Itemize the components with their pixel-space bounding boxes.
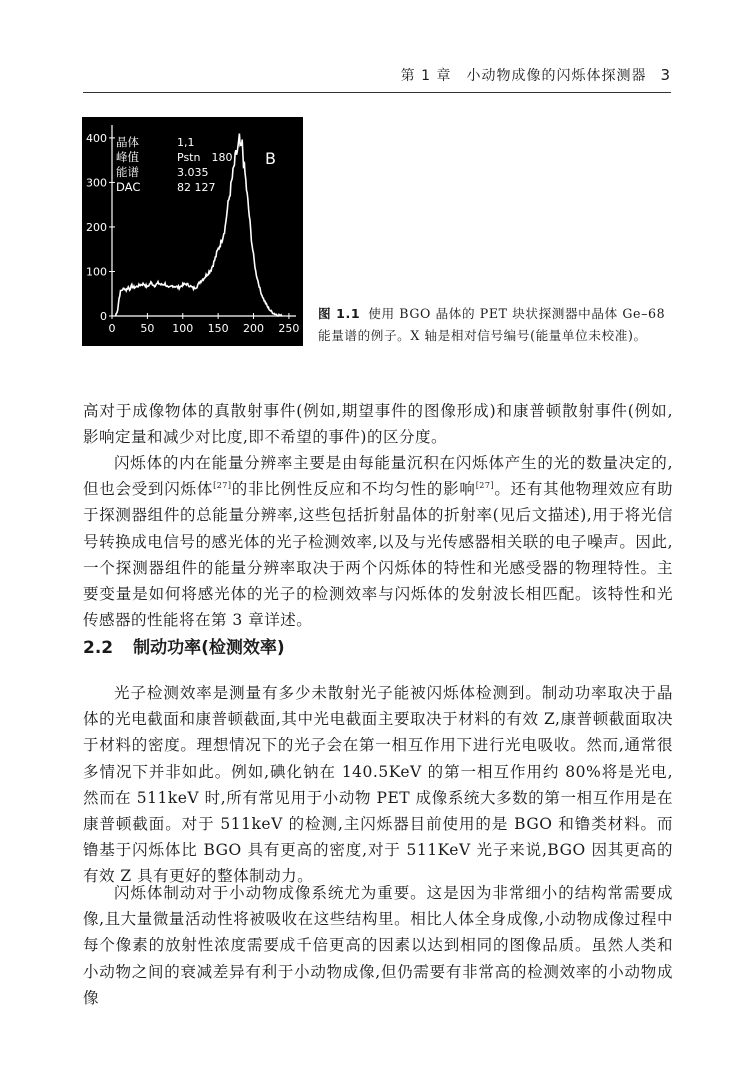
y-tick-label: 100: [86, 265, 107, 279]
info-value: 1,1: [177, 136, 195, 149]
x-tick-label: 50: [140, 322, 155, 335]
citation-27b: [27]: [475, 481, 495, 491]
info-value: Pstn 180: [177, 151, 233, 164]
x-tick-label: 150: [207, 322, 229, 335]
paragraph-3: 光子检测效率是测量有多少未散射光子能被闪烁体检测到。制动功率取决于晶体的光电截面和康普顿截面,其中光电截面主要取决于材料的有效 Z,康普顿截面取决于材料的密度。理想情况下的光子会在第一相互作用下进行光电吸收。然而,通常很多情况下并非如此。例如,碘化钠在 140.5KeV 的第一相互作用约 80%将是光电,然而在 511keV 时,所有常见用于小动物 PET 成像系统大多数的第一相互作用是在康普顿截面。对于 511keV 的检测,主闪烁器目前使用的是 BGO 和镥类材料。而镥基于闪烁体比 BGO 具有更高的密度,对于 511KeV 光子来说,BGO 因其更高的有效 Z 具有更好的整体制动力。: [83, 684, 673, 886]
chapter-title: 第 1 章 小动物成像的闪烁体探测器: [400, 68, 647, 84]
y-tick-label: 0: [100, 310, 107, 323]
y-tick-label: 300: [86, 176, 107, 190]
section-heading: [83, 633, 673, 663]
citation-27a: [27]: [213, 481, 232, 491]
paragraph-1: 高对于成像物体的真散射事件(例如,期望事件的图像形成)和康普顿散射事件(例如,影响定量和减少对比度,即不希望的事件)的区分度。: [83, 402, 673, 447]
section-title: 制动功率(检测效率): [133, 638, 285, 658]
spectrum-figure: [82, 117, 303, 346]
paragraph-2-text-c: 。还有其他物理效应有助于探测器组件的总能量分辨率,这些包括折射晶体的折射率(见后文描述),用于将光信号转换成电信号的感光体的光子检测效率,以及与光传感器相关联的电子噪声。因此,一个探测器组件的能量分辨率取决于两个闪烁体的特性和光感受器的物理特性。主要变量是如何将感光体的光子的检测效率与闪烁体的发射波长相匹配。该特性和光传感器的性能将在第 3 章详述。: [83, 480, 673, 630]
header-rule: [83, 92, 671, 93]
info-value: 3.035: [177, 166, 209, 179]
running-header: [0, 62, 671, 88]
info-key: 峰值: [116, 150, 139, 164]
paragraph-2-text-b: 的非比例性反应和不均匀性的影响: [231, 480, 476, 499]
spectrum-chart: [82, 117, 303, 346]
info-key: DAC: [116, 180, 141, 194]
y-tick-label: 200: [86, 220, 107, 234]
x-tick-label: 200: [243, 322, 265, 335]
info-key: 能谱: [116, 165, 139, 179]
figure-caption-text: 使用 BGO 晶体的 PET 块状探测器中晶体 Ge–68 能量谱的例子。X 轴是相对信号编号(能量单位未校准)。: [318, 306, 666, 343]
paragraph-2-text-a: 闪烁体的内在能量分辨率主要是由每能量沉积在闪烁体产生的光的数量决定的,但也会受到闪烁体: [83, 454, 673, 499]
paragraph-4: 闪烁体制动对于小动物成像系统尤为重要。这是因为非常细小的结构常需要成像,且大量微量活动性将被吸收在这些结构里。相比人体全身成像,小动物成像过程中每个像素的放射性浓度需要成千倍更高的因素以达到相同的图像品质。虽然人类和小动物之间的衰减差异有利于小动物成像,但仍需要有非常高的检测效率的小动物成像: [83, 884, 673, 1007]
section-number: 2.2: [83, 638, 114, 658]
x-tick-label: 250: [278, 322, 300, 335]
info-key: 晶体: [116, 135, 139, 149]
info-value: 82 127: [177, 181, 216, 194]
panel-letter: B: [265, 149, 276, 168]
page-number: 3: [660, 66, 671, 84]
y-tick-label: 400: [86, 131, 107, 145]
paragraph-2: [83, 450, 673, 633]
x-tick-label: 0: [108, 322, 116, 335]
x-tick-label: 100: [172, 322, 194, 335]
figure-caption: [318, 303, 674, 347]
figure-label: 图 1.1: [318, 306, 361, 321]
